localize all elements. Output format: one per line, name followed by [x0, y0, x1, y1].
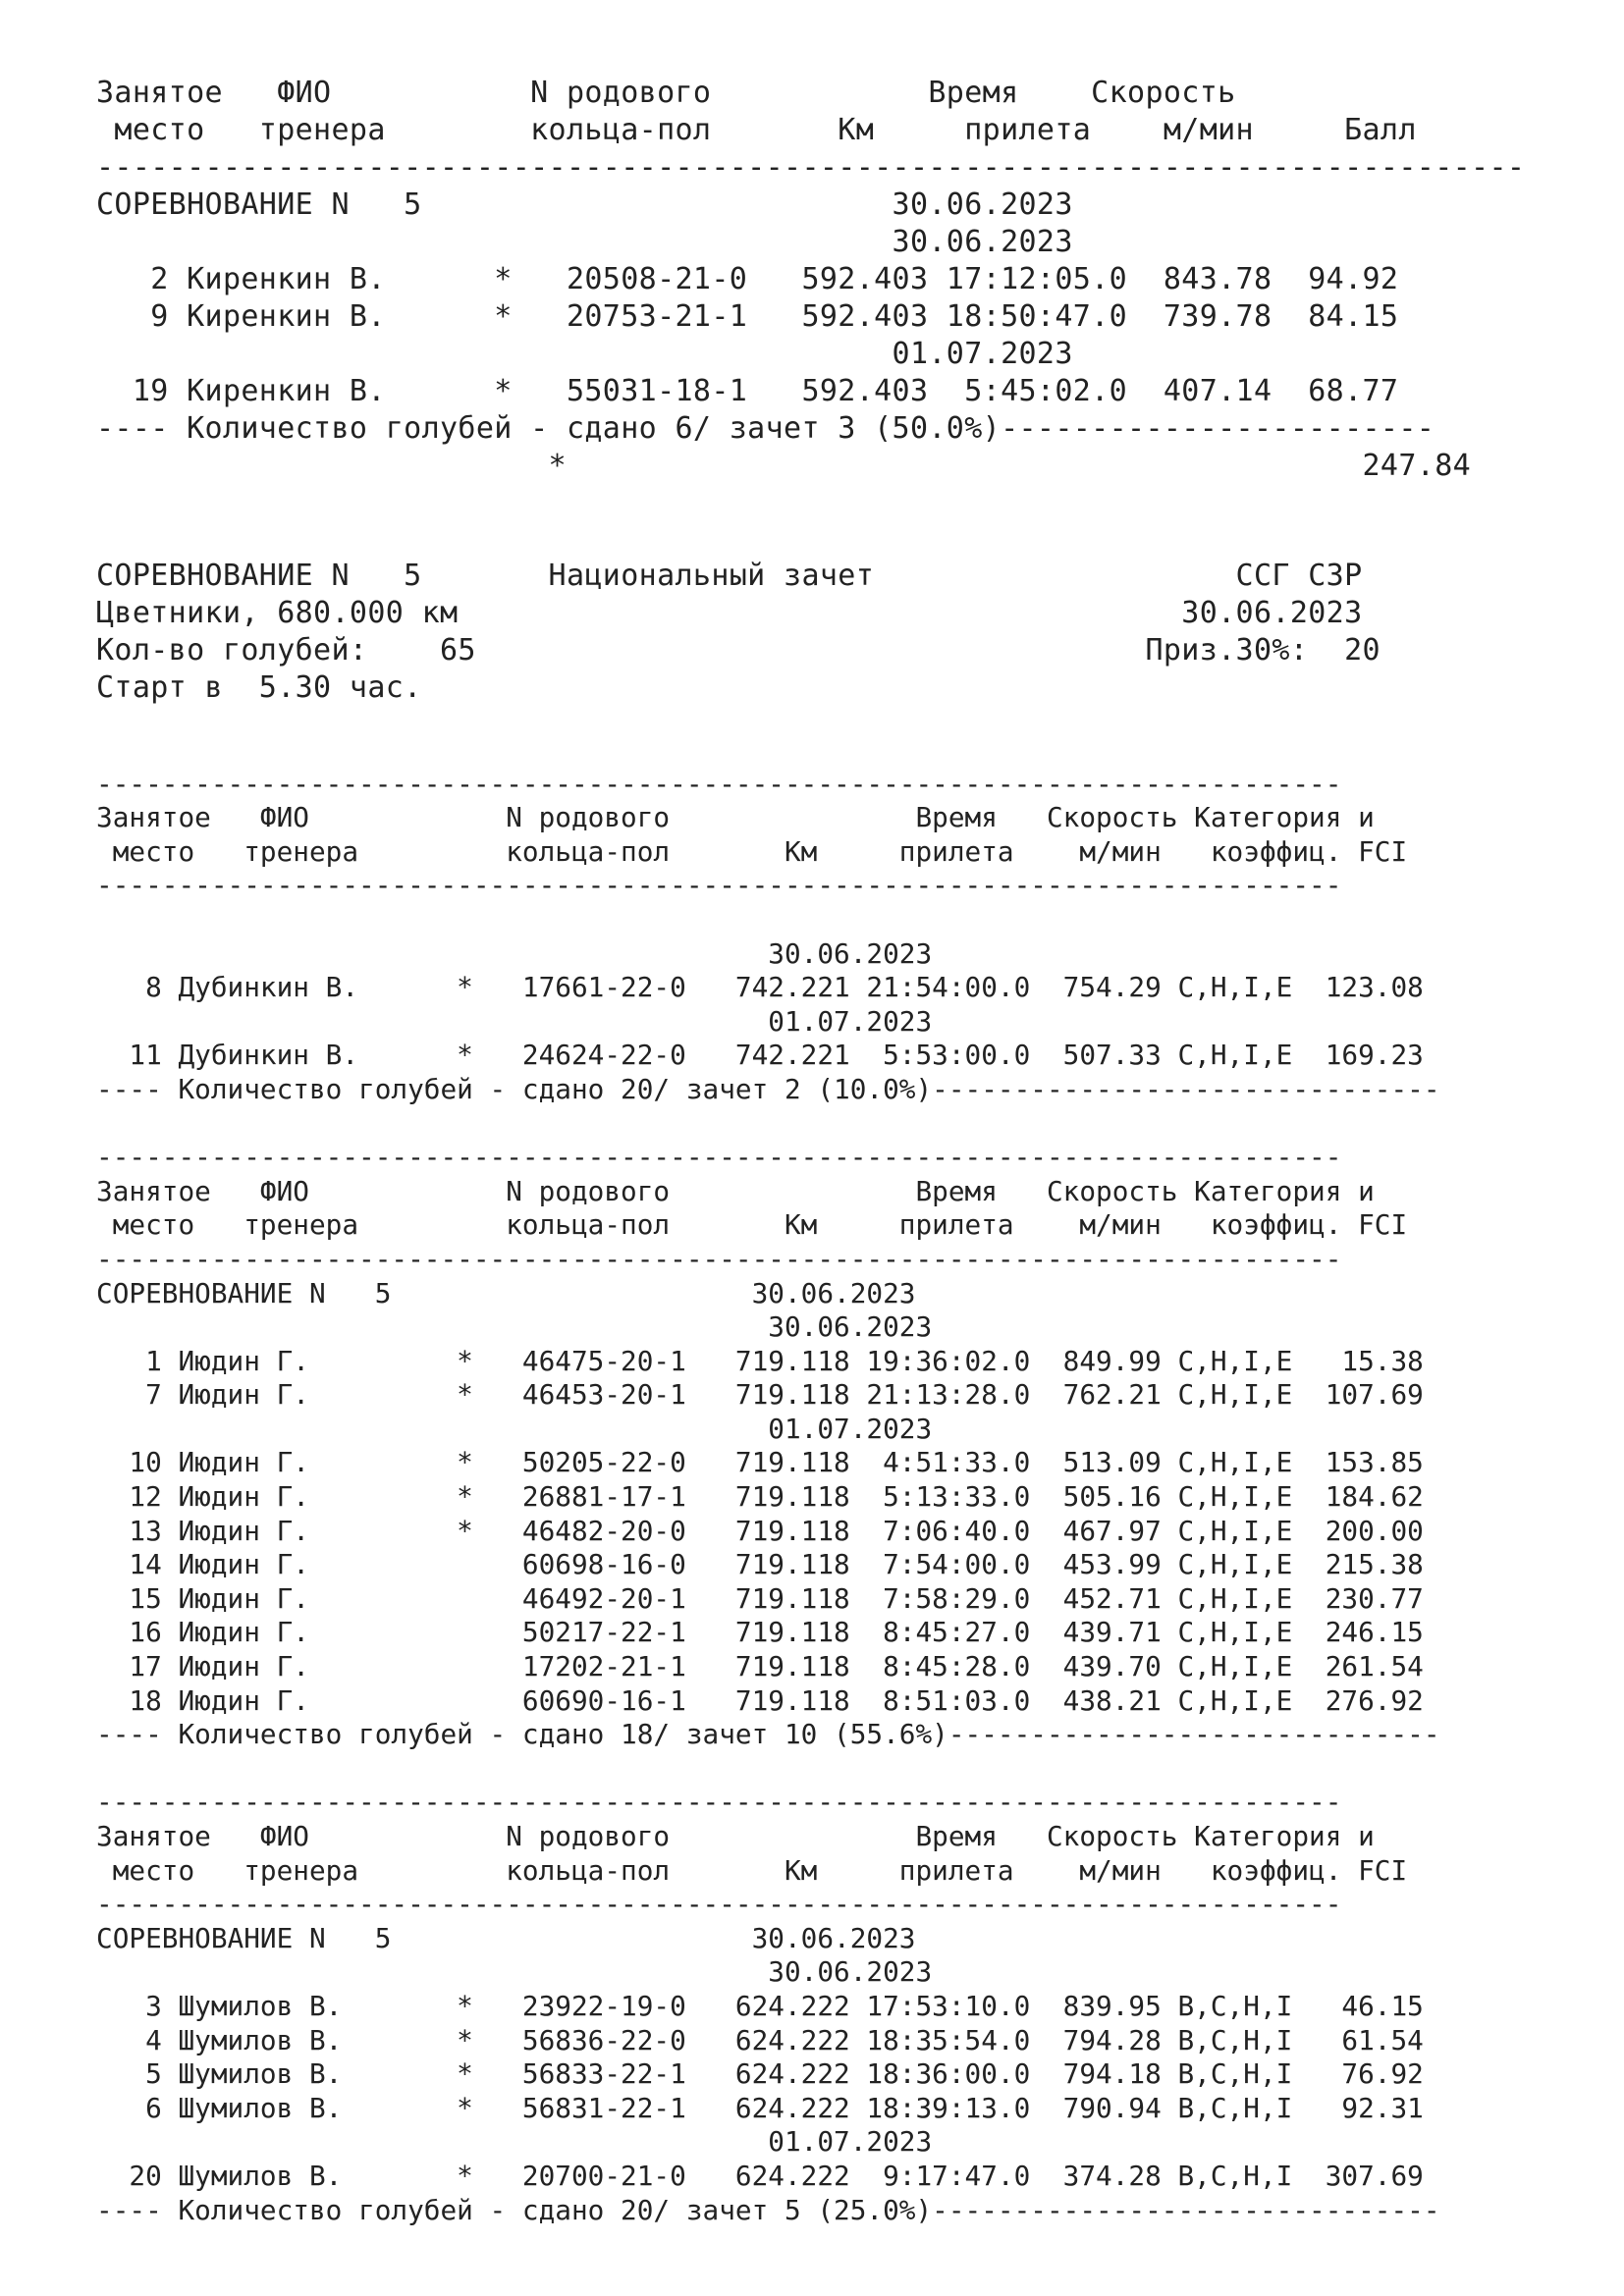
result-row: 4 Шумилов В. * 56836-22-0 624.222 18:35:54.0 794.28 B,C,H,I 61.54	[96, 2023, 1424, 2056]
result-row: 9 Киренкин В. * 20753-21-1 592.403 18:50:47.0 739.78 84.15	[96, 299, 1399, 334]
result-row: 12 Июдин Г. * 26881-17-1 719.118 5:13:33.0 505.16 C,H,I,E 184.62	[96, 1480, 1424, 1514]
result-row: 11 Дубинкин В. * 24624-22-0 742.221 5:53:00.0 507.33 C,H,I,E 169.23	[96, 1039, 1424, 1072]
national-results	[96, 733, 1440, 2227]
date-line: 01.07.2023	[96, 337, 1073, 371]
date-line: 30.06.2023	[96, 225, 1073, 259]
summary-line: ---- Количество голубей - сдано 18/ зачет 10 (55.6%)------------------------------	[96, 1718, 1440, 1751]
summary-line: ---- Количество голубей - сдано 20/ зачет 5 (25.0%)-------------------------------	[96, 2193, 1440, 2226]
separator-line: -------------------------------------------------------------------------------	[96, 150, 1526, 185]
competition-line: СОРЕВНОВАНИЕ N 5 30.06.2023	[96, 1276, 916, 1309]
result-row: 7 Июдин Г. * 46453-20-1 719.118 21:13:28.0 762.21 C,H,I,E 107.69	[96, 1378, 1424, 1412]
date-line: 30.06.2023	[96, 1310, 933, 1344]
start-time-line: Старт в 5.30 час.	[96, 670, 422, 705]
competition-line: СОРЕВНОВАНИЕ N 5 30.06.2023	[96, 1921, 916, 1954]
column-header-line-1: Занятое ФИО N родового Время Скорость Категория и	[96, 1820, 1375, 1852]
pigeon-count-line: Кол-во голубей: 65 Приз.30%: 20	[96, 633, 1380, 667]
blank-line	[96, 1107, 1440, 1142]
separator-line: ----------------------------------------------------------------------------	[96, 869, 1342, 902]
date-line: 30.06.2023	[96, 1955, 933, 1989]
blank-line	[96, 903, 1440, 937]
result-row: 10 Июдин Г. * 50205-22-0 719.118 4:51:33.0 513.09 C,H,I,E 153.85	[96, 1446, 1424, 1479]
separator-line: ----------------------------------------------------------------------------	[96, 1242, 1342, 1275]
summary-line: ---- Количество голубей - сдано 6/ зачет 3 (50.0%)------------------------	[96, 411, 1435, 446]
result-row: 3 Шумилов В. * 23922-19-0 624.222 17:53:10.0 839.95 B,C,H,I 46.15	[96, 1989, 1424, 2022]
result-row: 6 Шумилов В. * 56831-22-1 624.222 18:39:13.0 790.94 B,C,H,I 92.31	[96, 2091, 1424, 2124]
total-line: * 247.84	[96, 449, 1472, 483]
column-header-line-1: Занятое ФИО N родового Время Скорость Категория и	[96, 1174, 1375, 1207]
competition-info	[96, 558, 1380, 707]
column-header-line-2: место тренера кольца-пол Км прилета м/мин коэффиц. FCI	[96, 834, 1408, 868]
date-line: 30.06.2023	[96, 936, 933, 970]
location-distance-line: Цветники, 680.000 км 30.06.2023	[96, 596, 1363, 630]
separator-line: ----------------------------------------------------------------------------	[96, 1888, 1342, 1921]
result-row: 20 Шумилов В. * 20700-21-0 624.222 9:17:47.0 374.28 B,C,H,I 307.69	[96, 2159, 1424, 2192]
results-block-1	[96, 75, 1525, 485]
result-row: 17 Июдин Г. 17202-21-1 719.118 8:45:28.0 439.70 C,H,I,E 261.54	[96, 1650, 1424, 1683]
column-header-line-2: место тренера кольца-пол Км прилета м/мин Балл	[96, 113, 1417, 147]
result-row: 16 Июдин Г. 50217-22-1 719.118 8:45:27.0 439.71 C,H,I,E 246.15	[96, 1616, 1424, 1649]
result-row: 8 Дубинкин В. * 17661-22-0 742.221 21:54:00.0 754.29 C,H,I,E 123.08	[96, 971, 1424, 1004]
result-row: 18 Июдин Г. 60690-16-1 719.118 8:51:03.0 438.21 C,H,I,E 276.92	[96, 1683, 1424, 1717]
summary-line: ---- Количество голубей - сдано 20/ зачет 2 (10.0%)-------------------------------	[96, 1072, 1440, 1105]
separator-line: ----------------------------------------------------------------------------	[96, 1141, 1342, 1174]
result-row: 19 Киренкин В. * 55031-18-1 592.403 5:45:02.0 407.14 68.77	[96, 374, 1399, 408]
date-line: 01.07.2023	[96, 1412, 933, 1445]
separator-line: ----------------------------------------------------------------------------	[96, 1786, 1342, 1819]
result-row: 5 Шумилов В. * 56833-22-1 624.222 18:36:00.0 794.18 B,C,H,I 76.92	[96, 2057, 1424, 2091]
column-header-line-2: место тренера кольца-пол Км прилета м/мин коэффиц. FCI	[96, 1853, 1408, 1887]
result-row: 13 Июдин Г. * 46482-20-0 719.118 7:06:40.0 467.97 C,H,I,E 200.00	[96, 1514, 1424, 1547]
column-header-line-1: Занятое ФИО N родового Время Скорость	[96, 76, 1236, 110]
blank-line	[96, 733, 1440, 768]
result-row: 14 Июдин Г. 60698-16-0 719.118 7:54:00.0 453.99 C,H,I,E 215.38	[96, 1548, 1424, 1581]
date-line: 01.07.2023	[96, 1004, 933, 1038]
blank-line	[96, 1752, 1440, 1787]
column-header-line-2: место тренера кольца-пол Км прилета м/мин коэффиц. FCI	[96, 1208, 1408, 1242]
result-row: 15 Июдин Г. 46492-20-1 719.118 7:58:29.0 452.71 C,H,I,E 230.77	[96, 1581, 1424, 1615]
result-row: 1 Июдин Г. * 46475-20-1 719.118 19:36:02.0 849.99 C,H,I,E 15.38	[96, 1344, 1424, 1377]
date-line: 01.07.2023	[96, 2125, 933, 2159]
separator-line: ----------------------------------------------------------------------------	[96, 767, 1342, 800]
result-row: 2 Киренкин В. * 20508-21-0 592.403 17:12:05.0 843.78 94.92	[96, 262, 1399, 296]
column-header-line-1: Занятое ФИО N родового Время Скорость Категория и	[96, 801, 1375, 834]
competition-title-line: СОРЕВНОВАНИЕ N 5 Национальный зачет ССГ СЗР	[96, 559, 1363, 593]
competition-line: СОРЕВНОВАНИЕ N 5 30.06.2023	[96, 187, 1073, 222]
